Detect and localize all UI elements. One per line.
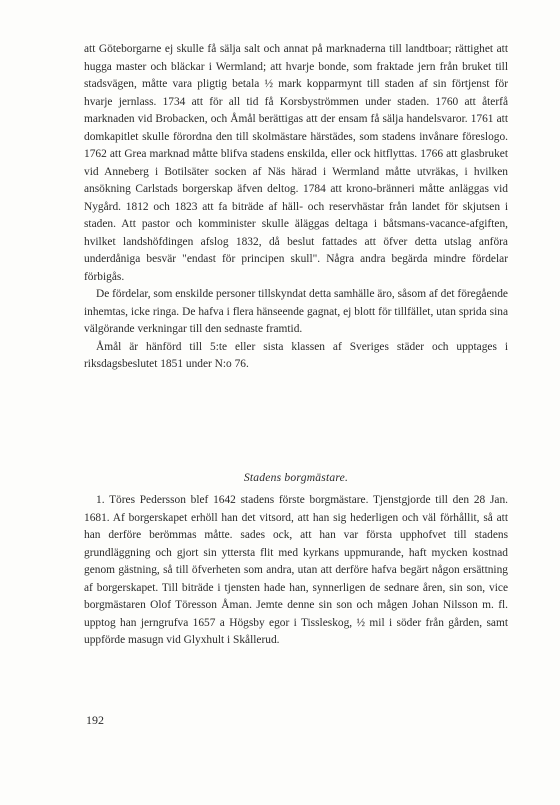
- paragraph-first-mayor: 1. Töres Pedersson blef 1642 stadens förste borgmästare. Tjenstgjorde till den 28 Jan. 1681. Af borgerskapet erhöll han det vitsord, att han sig hederligen och väl förhållit, så att han derföre berömmas måtte. sades ock, att han var första upphofvet till stadens grundläggning och gjort sin yttersta flit med kyrkans uppmurande, haft mycken kostnad genom gästning, så till öfverheten som andra, utan att derföre hafva begärt någon ersättning af borgerskapet. Till biträde i tjensten hade han, synnerligen de sednare åren, sin son, vice borgmästaren Olof Töresson Åman. Jemte denne sin son och mågen Johan Nilsson m. fl. upptog han jerngrufva 1657 a Högsby egor i Tissleskog, ½ mil i söder från gården, samt uppförde masugn vid Glyxhult i Skållerud.: [84, 494, 508, 646]
- section-heading: Stadens borgmästare.: [243, 471, 349, 484]
- body-text-mayors: [84, 492, 508, 650]
- page-number: 192: [86, 713, 104, 727]
- paragraph-town-class: Åmål är hänförd till 5:te eller sista klassen af Sveriges städer och upptages i riksdagsbeslutet 1851 under N:o 76.: [84, 340, 508, 370]
- paragraph-benefits: De fördelar, som enskilde personer tillskyndat detta samhälle äro, såsom af det föregående inhemtas, icke ringa. De hafva i flera hänseende gagnat, ej blott för tillfället, utan sprida sina välgörande verkningar till den sednaste framtid.: [84, 288, 508, 335]
- paragraph-privileges: att Göteborgarne ej skulle få sälja salt och annat på marknaderna till landtboar; rättighet att hugga master och bläckar i Wermland; att hvarje bonde, som fraktade jern från bruket till stadsvägen, måtte vara pligtig betala ½ mark kopparmynt till staden af sin förtjenst för hvarje jernlass. 1734 att för all tid få Korsbyströmmen under staden. 1760 att återfå marknaden vid Brobacken, och Åmål berättigas att der ensam få sälja handelsvaror. 1761 att domkapitlet skulle förordna den till skolmästare härstädes, som stadens invånare föreslogo. 1762 att Grea marknad måtte blifva stadens enskilda, eller ock hitflyttas. 1766 att glasbruket vid Anneberg i Botilsäter socken af Näs härad i Wermland måtte utvräkas, i hvilken ansökning Carlstads borgerskap äfven deltog. 1784 att krono-bränneri måtte anläggas vid Nygård. 1812 och 1823 att fa biträde af häll- och reservhästar från landet för skjutsen i staden. Att pastor och komminister skulle äläggas deltaga i båtsmans-vacance-afgiften, hvilket landshöfdingen afslog 1832, då beslut fattades att öfver detta utslag anföra underdåniga besvär "endast för principen skull". Några andra begärda mindre fördelar förbigås.: [84, 43, 508, 283]
- body-text-top: [84, 41, 508, 374]
